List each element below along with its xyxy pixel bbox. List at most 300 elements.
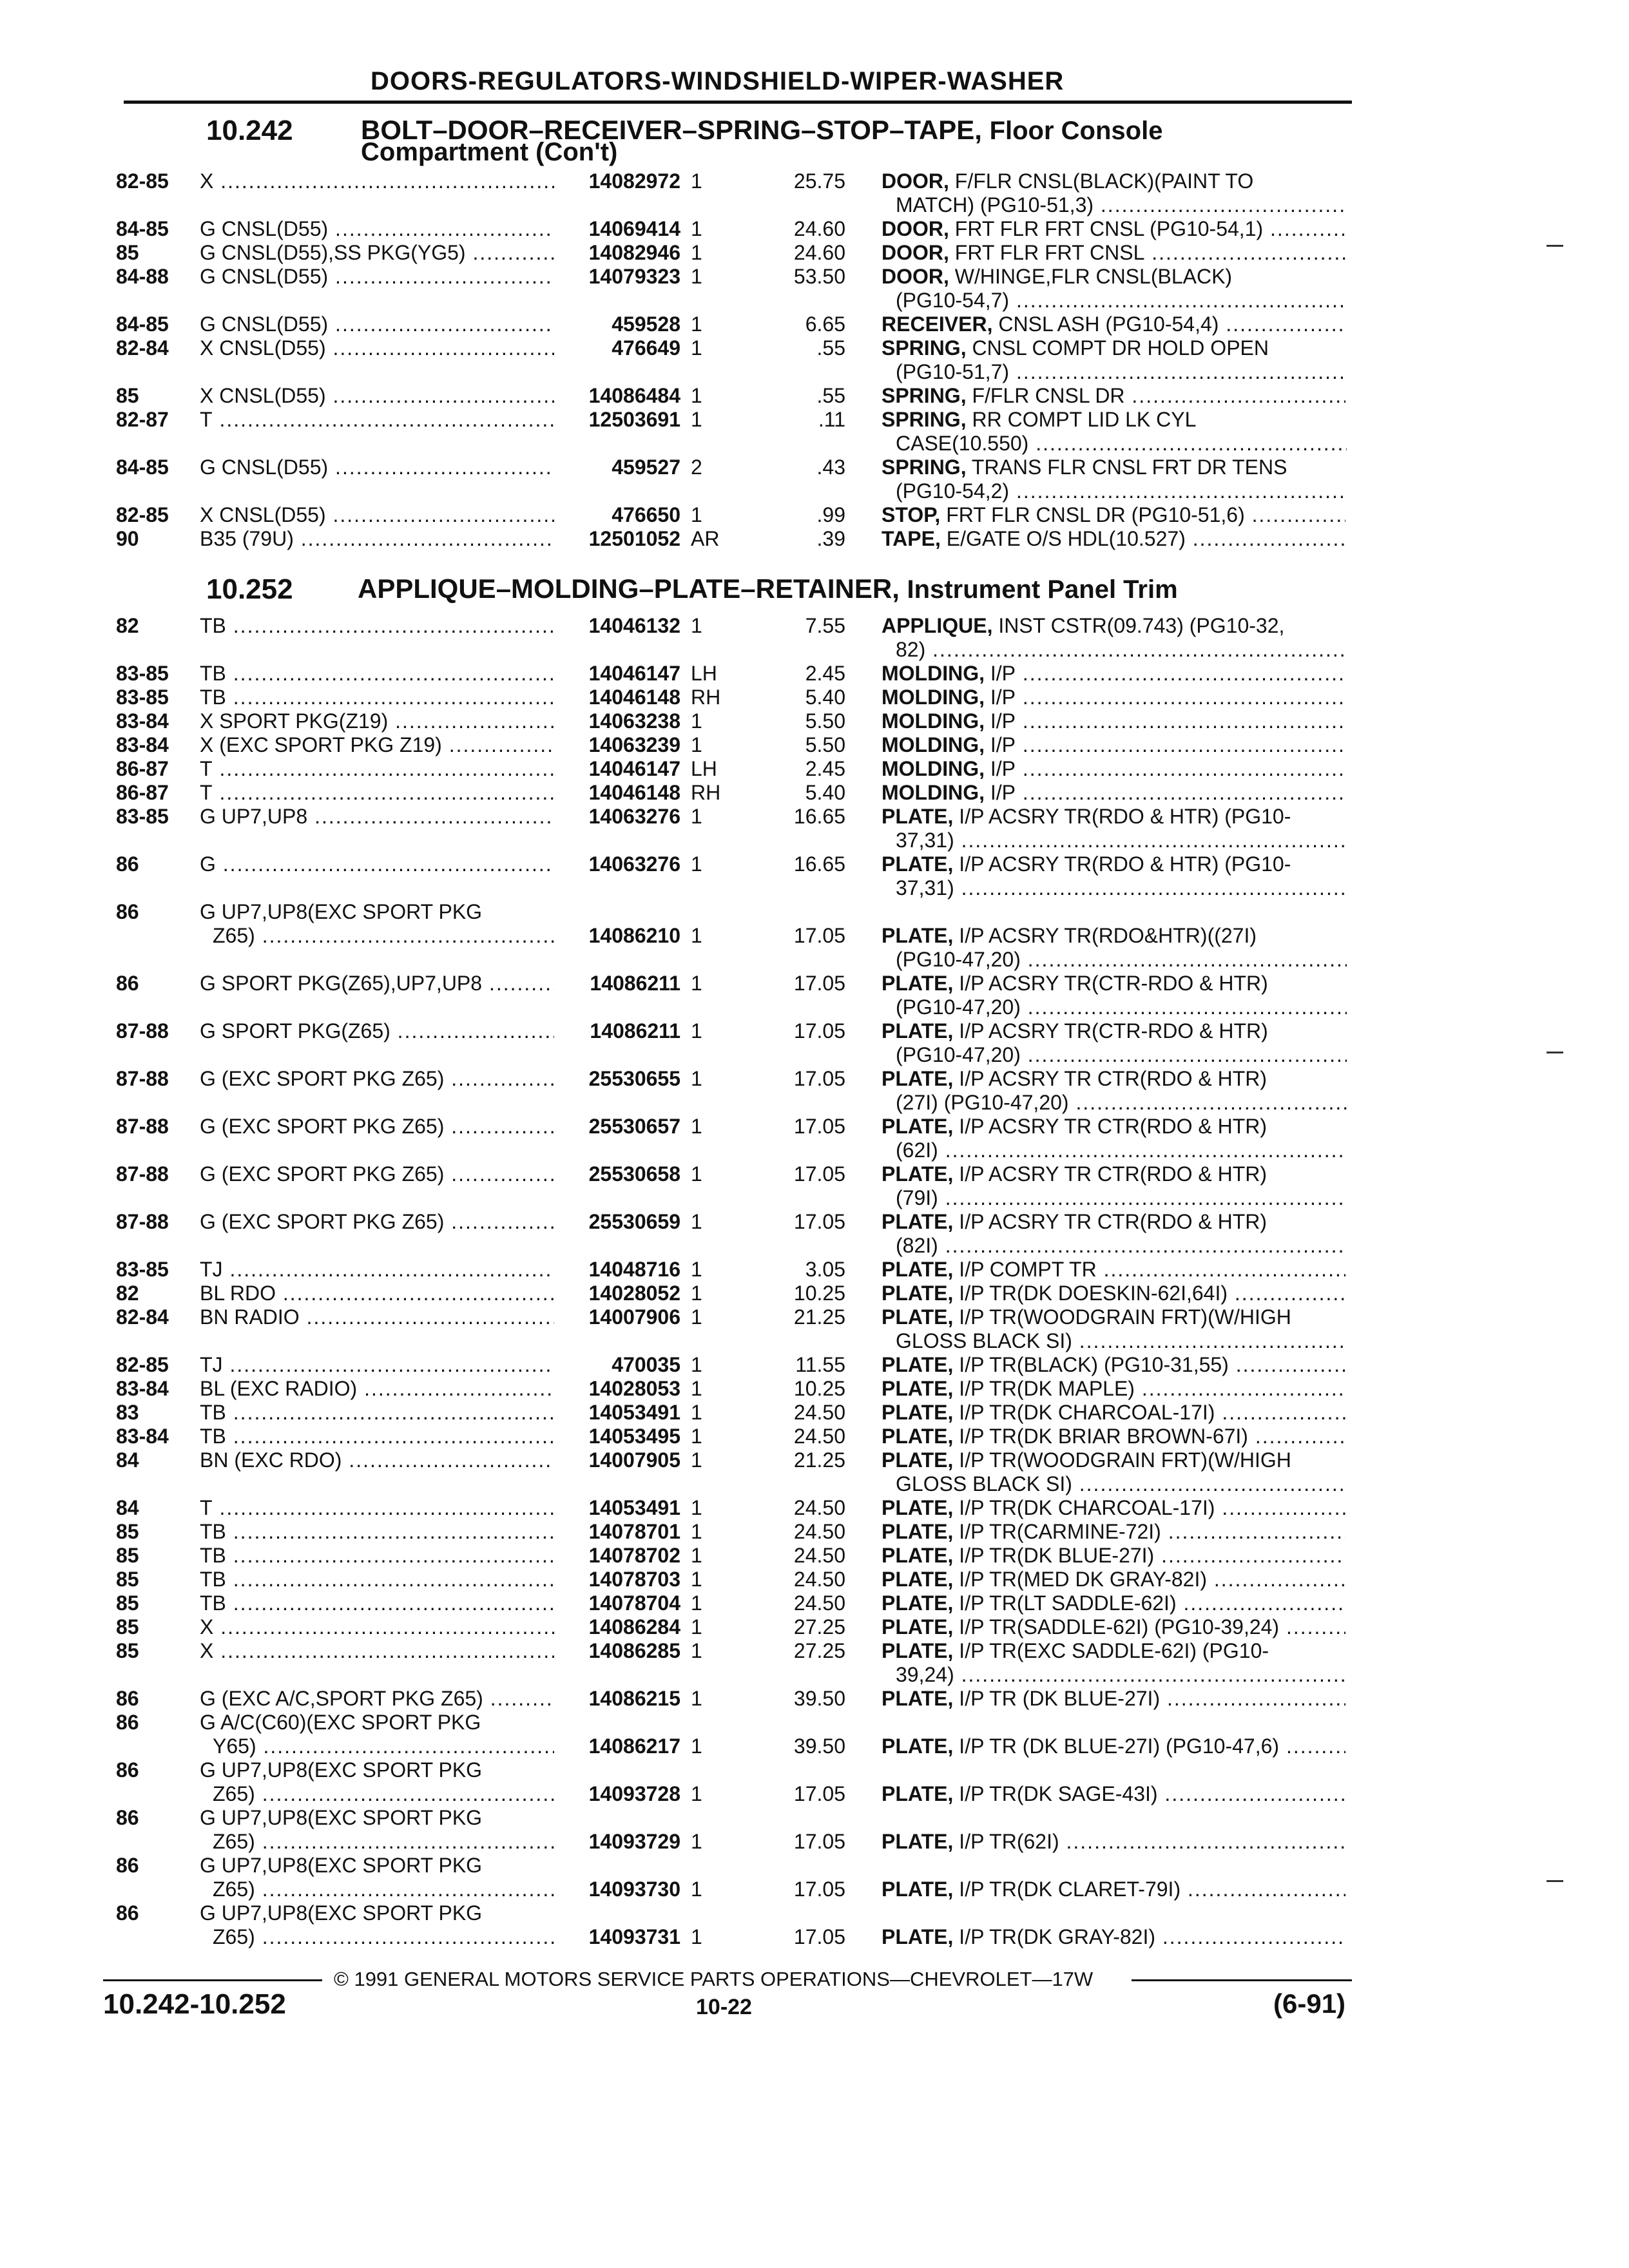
price: 39.50 [793,1735,845,1758]
price: 17.05 [793,972,845,995]
page-header: DOORS-REGULATORS-WINDSHIELD-WIPER-WASHER [371,67,1065,95]
part-description [882,336,1345,360]
part-name: PLATE, [882,1448,954,1472]
part-number: 14007905 [554,1448,680,1472]
model-year: 85 [116,1520,139,1543]
quantity: 1 [691,1210,702,1233]
description-continued [0,828,1629,852]
part-name: RECEIVER, [882,312,993,336]
quantity: 1 [691,709,702,733]
part-number: 14007906 [554,1305,680,1329]
quantity: 1 [691,1377,702,1400]
part-description [882,1352,1345,1377]
part-description [882,733,1345,757]
model-year: 84-88 [116,265,169,288]
price: .43 [816,456,845,479]
part-detail: I/P [990,686,1016,709]
model-year: 87-88 [116,1019,169,1043]
part-name: PLATE, [882,1878,954,1901]
quantity: RH [691,686,721,709]
part-detail: TRANS FLR CNSL FRT DR TENS [971,456,1287,479]
part-number: 12503691 [554,407,680,432]
part-number: 14046147 [554,756,680,781]
part-name: PLATE, [882,1830,954,1853]
model-year: 85 [116,1544,139,1567]
description-continued [0,193,1629,217]
table-row [0,1639,1629,1663]
part-number: 14053491 [554,1400,680,1425]
part-detail: I/P TR (DK BLUE-27I) [959,1687,1161,1710]
part-description [882,1877,1345,1901]
model-year: 83-85 [116,662,169,685]
price: 17.05 [793,1067,845,1090]
model-code: T ..... [200,407,557,432]
model-year: 82-85 [116,503,169,526]
part-name: SPRING, [882,456,967,479]
table-row [0,1853,1629,1878]
part-name: PLATE, [882,852,954,876]
model-code: G ..... [200,852,557,876]
part-number: 14082972 [554,169,680,193]
table-row [0,336,1629,360]
table-row [0,1805,1629,1830]
description-continuation: (PG10-47,20) ..... [896,947,1347,972]
part-description [882,1686,1345,1711]
part-detail: I/P TR (DK BLUE-27I) (PG10-47,6) [959,1735,1280,1758]
quantity: 2 [691,456,702,479]
price: 2.45 [805,757,845,780]
quantity: LH [691,757,717,780]
price: 27.25 [793,1615,845,1639]
part-number: 459528 [554,312,680,336]
part-detail: I/P TR(62I) [959,1830,1059,1853]
model-code: G (EXC SPORT PKG Z65) ..... [200,1162,557,1186]
part-number: 14046148 [554,685,680,709]
part-number: 14086484 [554,383,680,408]
part-detail: I/P TR(MED DK GRAY-82I) [959,1568,1207,1591]
part-number: 14086285 [554,1639,680,1663]
model-year: 85 [116,384,139,407]
model-code: G CNSL(D55) ..... [200,312,557,336]
part-description [882,407,1345,432]
model-year: 85 [116,241,139,264]
model-code: T ..... [200,756,557,781]
part-number: 14046148 [554,780,680,805]
part-description [882,1066,1345,1091]
part-detail: I/P TR(DK DOESKIN-62I,64I) [959,1282,1228,1305]
model-year: 83-85 [116,805,169,828]
part-name: SPRING, [882,408,967,431]
part-name: PLATE, [882,1377,954,1400]
part-detail: I/P TR(DK GRAY-82I) [959,1925,1155,1948]
part-name: DOOR, [882,169,949,193]
table-row [0,407,1629,432]
part-description [882,1782,1345,1806]
table-row [0,1376,1629,1401]
model-code: X (EXC SPORT PKG Z19) ..... [200,733,557,757]
description-continuation: 39,24) ..... [896,1662,1347,1687]
price: 7.55 [805,614,845,637]
margin-mark [1547,1880,1563,1882]
part-detail: I/P ACSRY TR CTR(RDO & HTR) [959,1210,1267,1233]
margin-mark [1547,1052,1563,1053]
part-detail: F/FLR CNSL DR [972,384,1125,407]
model-year: 87-88 [116,1210,169,1233]
quantity: 1 [691,1496,702,1519]
table-row [0,1209,1629,1234]
model-code: G CNSL(D55) ..... [200,455,557,479]
model-code: X SPORT PKG(Z19) ..... [200,709,557,733]
table-row-continued [0,1877,1629,1901]
description-continuation: (PG10-47,20) ..... [896,995,1347,1019]
part-description [882,1615,1345,1639]
price: 5.50 [805,709,845,733]
table-row [0,1162,1629,1186]
part-detail: I/P TR(WOODGRAIN FRT)(W/HIGH [959,1305,1291,1329]
description-continued [0,876,1629,900]
model-code: B35 (79U) ..... [200,526,557,551]
part-number: 14048716 [554,1257,680,1282]
part-number: 14093731 [554,1925,680,1949]
quantity: 1 [691,336,702,360]
model-code: TJ ..... [200,1257,557,1282]
model-code-continued: Z65) ..... [213,1925,557,1949]
part-detail: I/P TR(DK CHARCOAL-17I) [959,1401,1215,1424]
part-description [882,1519,1345,1544]
model-year: 85 [116,1639,139,1662]
part-name: MOLDING, [882,757,985,780]
part-detail: I/P ACSRY TR(RDO & HTR) (PG10- [959,805,1291,828]
part-name: PLATE, [882,1615,954,1639]
part-name: MOLDING, [882,733,985,756]
table-row [0,1281,1629,1305]
model-year: 87-88 [116,1067,169,1090]
part-name: PLATE, [882,1019,954,1043]
model-code: G UP7,UP8(EXC SPORT PKG [200,1758,483,1782]
part-description [882,1209,1345,1234]
part-detail: I/P TR(BLACK) (PG10-31,55) [959,1353,1229,1376]
model-code: X ..... [200,1615,557,1639]
section-title: BOLT–DOOR–RECEIVER–SPRING–STOP–TAPE, Floor Console [361,115,1163,145]
quantity: 1 [691,1687,702,1710]
model-code: TJ ..... [200,1352,557,1377]
quantity: LH [691,662,717,685]
table-row [0,1448,1629,1472]
part-description [882,169,1345,193]
part-description [882,804,1345,829]
section-range: 10.242-10.252 [103,1988,286,2020]
price: 24.50 [793,1496,845,1519]
price: 5.40 [805,686,845,709]
model-code: T ..... [200,1495,557,1520]
model-code: BN RADIO ..... [200,1305,557,1329]
model-code: TB ..... [200,685,557,709]
part-number: 14069414 [554,216,680,241]
part-number: 14086217 [554,1734,680,1758]
quantity: 1 [691,1115,702,1138]
model-year: 86-87 [116,757,169,780]
part-number: 14078702 [554,1543,680,1568]
part-detail: F/FLR CNSL(BLACK)(PAINT TO [954,169,1254,193]
model-code: X ..... [200,1639,557,1663]
model-year: 82-85 [116,1353,169,1376]
description-continued [0,1233,1629,1258]
part-name: PLATE, [882,924,954,947]
part-detail: I/P TR(DK SAGE-43I) [959,1782,1158,1805]
part-number: 14093729 [554,1829,680,1854]
table-row [0,1305,1629,1329]
part-name: PLATE, [882,1639,954,1662]
model-code: G SPORT PKG(Z65) ..... [200,1019,557,1043]
price: 17.05 [793,924,845,947]
price: 11.55 [795,1353,845,1376]
table-row [0,971,1629,995]
part-description [882,852,1345,876]
part-name: PLATE, [882,1735,954,1758]
part-name: PLATE, [882,1925,954,1948]
quantity: 1 [691,1282,702,1305]
description-continued [0,1329,1629,1353]
price: 24.50 [793,1568,845,1591]
part-description [882,1925,1345,1949]
model-year: 86 [116,1687,139,1710]
table-row [0,804,1629,829]
description-continuation: GLOSS BLACK SI) ..... [896,1329,1347,1353]
quantity: 1 [691,924,702,947]
model-year: 84-85 [116,312,169,336]
price: 16.65 [793,852,845,876]
table-row [0,756,1629,781]
part-description [882,1114,1345,1139]
quantity: AR [691,527,720,550]
part-detail: I/P ACSRY TR CTR(RDO & HTR) [959,1115,1267,1138]
part-description [882,455,1345,479]
part-detail: I/P TR(WOODGRAIN FRT)(W/HIGH [959,1448,1291,1472]
part-number: 12501052 [554,526,680,551]
part-detail: I/P [990,709,1016,733]
table-row [0,526,1629,551]
part-name: MOLDING, [882,709,985,733]
quantity: 1 [691,1615,702,1639]
part-description [882,503,1345,527]
description-continued [0,1662,1629,1687]
part-name: PLATE, [882,1162,954,1186]
part-detail: I/P TR(LT SADDLE-62I) [959,1591,1177,1615]
description-continued [0,288,1629,312]
table-row [0,1519,1629,1544]
table-row [0,1591,1629,1615]
table-row [0,1543,1629,1568]
table-row [0,1352,1629,1377]
part-number: 14028053 [554,1376,680,1401]
price: 10.25 [793,1282,845,1305]
part-number: 14063239 [554,733,680,757]
part-number: 476649 [554,336,680,360]
description-continuation: 37,31) ..... [896,876,1347,900]
model-code: G (EXC SPORT PKG Z65) ..... [200,1066,557,1091]
description-continuation: (PG10-51,7) ..... [896,360,1347,384]
model-year: 83 [116,1401,139,1424]
part-number: 14063238 [554,709,680,733]
revision-date: (6-91) [1273,1988,1346,2019]
part-description [882,1424,1345,1448]
model-code: G UP7,UP8 ..... [200,804,557,829]
description-continued [0,947,1629,972]
model-code: BN (EXC RDO) ..... [200,1448,557,1472]
part-number: 14086210 [554,923,680,948]
part-number: 14078704 [554,1591,680,1615]
part-description [882,780,1345,805]
quantity: 1 [691,1591,702,1615]
model-year: 90 [116,527,139,550]
quantity: 1 [691,408,702,431]
description-continuation: (27I) (PG10-47,20) ..... [896,1090,1347,1115]
part-name: PLATE, [882,1425,954,1448]
model-code: X CNSL(D55) ..... [200,503,557,527]
model-year: 87-88 [116,1162,169,1186]
price: 2.45 [805,662,845,685]
part-description [882,923,1345,948]
quantity: 1 [691,1735,702,1758]
price: 24.50 [793,1425,845,1448]
price: 17.05 [793,1782,845,1805]
price: 39.50 [793,1687,845,1710]
part-detail: FRT FLR CNSL DR (PG10-51,6) [946,503,1245,526]
part-name: PLATE, [882,972,954,995]
price: 17.05 [793,1878,845,1901]
description-continuation: CASE(10.550) ..... [896,431,1347,456]
part-number: 14078701 [554,1519,680,1544]
part-name: PLATE, [882,1401,954,1424]
table-row [0,169,1629,193]
price: 5.40 [805,781,845,804]
model-code: G (EXC A/C,SPORT PKG Z65) ..... [200,1686,557,1711]
quantity: 1 [691,1305,702,1329]
part-number: 14086284 [554,1615,680,1639]
price: 17.05 [793,1019,845,1043]
table-row-continued [0,1782,1629,1806]
model-code: TB ..... [200,1400,557,1425]
price: 21.25 [793,1305,845,1329]
price: .39 [816,527,845,550]
price: .55 [816,384,845,407]
price: .99 [816,503,845,526]
model-year: 82-84 [116,1305,169,1329]
part-description [882,1495,1345,1520]
description-continued [0,1186,1629,1210]
model-year: 84-85 [116,217,169,240]
model-code: TB ..... [200,1543,557,1568]
model-code: G CNSL(D55),SS PKG(YG5) ..... [200,240,557,265]
part-description [882,1543,1345,1568]
model-code: TB ..... [200,1591,557,1615]
model-code: BL RDO ..... [200,1281,557,1305]
quantity: 1 [691,1162,702,1186]
section-title: APPLIQUE–MOLDING–PLATE–RETAINER, Instrument Panel Trim [358,573,1178,604]
model-code: TB ..... [200,1519,557,1544]
model-year: 83-84 [116,733,169,756]
model-code: G (EXC SPORT PKG Z65) ..... [200,1209,557,1234]
model-year: 86 [116,1758,139,1782]
table-row [0,733,1629,757]
part-detail: I/P TR(SADDLE-62I) (PG10-39,24) [959,1615,1280,1639]
model-code: TB ..... [200,613,557,638]
part-name: SPRING, [882,384,967,407]
description-continuation: (PG10-54,7) ..... [896,288,1347,312]
model-year: 83-84 [116,1377,169,1400]
model-code: G CNSL(D55) ..... [200,216,557,241]
model-year: 86 [116,1806,139,1829]
price: 24.50 [793,1401,845,1424]
model-code: G A/C(C60)(EXC SPORT PKG [200,1711,481,1734]
part-name: PLATE, [882,1258,954,1281]
part-detail: I/P [990,781,1016,804]
price: 17.05 [793,1210,845,1233]
section-heading-10-252 [0,573,1629,612]
part-description [882,685,1345,709]
part-number: 25530659 [554,1209,680,1234]
part-description [882,613,1345,638]
quantity: 1 [691,614,702,637]
quantity: 1 [691,1568,702,1591]
margin-mark [1547,245,1563,247]
table-row [0,1710,1629,1735]
table-row [0,685,1629,709]
quantity: 1 [691,805,702,828]
description-continued [0,637,1629,662]
part-name: PLATE, [882,1305,954,1329]
part-number: 25530655 [554,1066,680,1091]
part-name: PLATE, [882,1067,954,1090]
model-code: G UP7,UP8(EXC SPORT PKG [200,900,483,923]
table-row [0,383,1629,408]
part-name: PLATE, [882,1568,954,1591]
model-code-continued: Z65) ..... [213,1782,557,1806]
table-row [0,661,1629,686]
table-row-continued [0,1829,1629,1854]
part-name: PLATE, [882,1591,954,1615]
part-description [882,216,1345,241]
part-description [882,1591,1345,1615]
price: 10.25 [793,1377,845,1400]
part-detail: I/P [990,662,1016,685]
part-name: PLATE, [882,1282,954,1305]
part-name: PLATE, [882,1520,954,1543]
model-code: G UP7,UP8(EXC SPORT PKG [200,1901,483,1925]
model-code-continued: Z65) ..... [213,1877,557,1901]
section-continued: Compartment (Con't) [361,138,618,166]
part-number: 14086211 [554,971,680,995]
price: 24.60 [793,217,845,240]
part-number: 25530657 [554,1114,680,1139]
quantity: 1 [691,1448,702,1472]
price: 53.50 [793,265,845,288]
quantity: 1 [691,1353,702,1376]
description-continuation: (82I) ..... [896,1233,1347,1258]
quantity: 1 [691,384,702,407]
quantity: 1 [691,265,702,288]
part-number: 14063276 [554,852,680,876]
quantity: 1 [691,1544,702,1567]
model-code: G SPORT PKG(Z65),UP7,UP8 ..... [200,971,557,995]
price: 17.05 [793,1925,845,1948]
description-continuation: 37,31) ..... [896,828,1347,852]
model-year: 86-87 [116,781,169,804]
price: 27.25 [793,1639,845,1662]
footer-rule-right [1132,1979,1352,1981]
price: 24.50 [793,1520,845,1543]
part-name: PLATE, [882,1115,954,1138]
